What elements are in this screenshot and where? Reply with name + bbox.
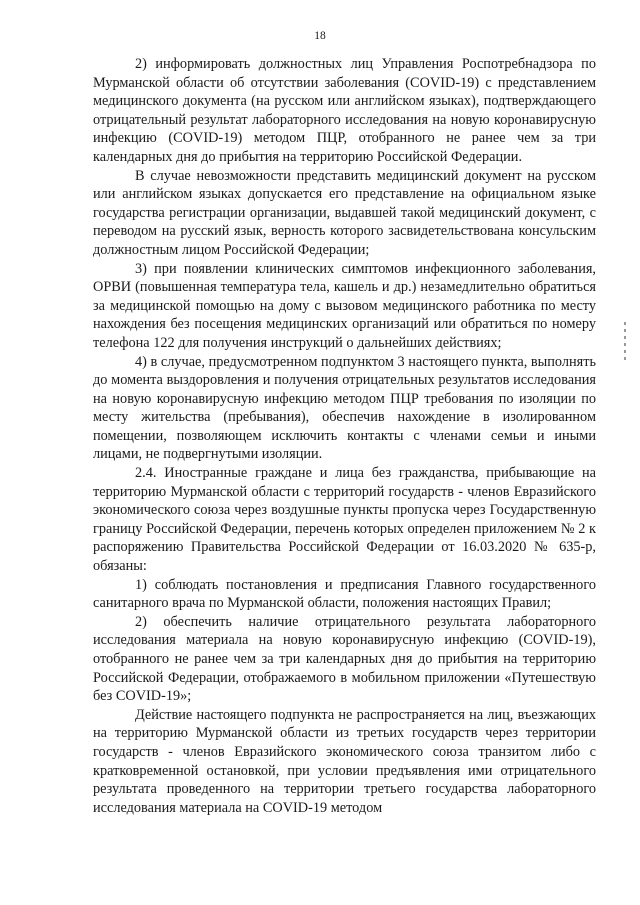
paragraph-negative-test-result: 2) обеспечить наличие отрицательного результата лабораторного исследования материала на новую коронавирусную инфекцию (COVID-19), отобранного не ранее чем за три календарных дня до прибытия на территорию Российской Федерации, отображаемого в мобильном приложении «Путешествую без COVID-19»; <box>93 613 596 705</box>
document-body <box>93 55 596 817</box>
paragraph-section-2-4: 2.4. Иностранные граждане и лица без гражданства, прибывающие на территорию Мурманской области с территорий государств - членов Евразийского экономического союза через воздушные пункты пропуска через Государственную границу Российской Федерации, перечень которых определен приложением № 2 к распоряжению Правительства Российской Федерации от 16.03.2020 № 635-р, обязаны: <box>93 465 596 575</box>
paragraph-symptoms-medical-help: 3) при появлении клинических симптомов инфекционного заболевания, ОРВИ (повышенная температура тела, кашель и др.) незамедлительно обратиться за медицинской помощью на дому с вызовом медицинского работника по месту нахождения без посещения медицинских организаций или обратиться по номеру телефона 122 для получения инструкций о дальнейших действиях; <box>93 260 596 351</box>
page-number: 18 <box>314 30 326 42</box>
paragraph-comply-with-orders: 1) соблюдать постановления и предписания Главного государственного санитарного врача по Мурманской области, положения настоящих Правил; <box>93 576 596 612</box>
paragraph-transit-exemption: Действие настоящего подпункта не распространяется на лиц, въезжающих на территорию Мурманской области из третьих государств через территории государств - членов Евразийского экономического союза транзитом либо с кратковременной остановкой, при условии предъявления ими отрицательного результата проведенного на территории третьего государства лабораторного исследования материала на COVID-19 методом <box>93 706 596 816</box>
paragraph-foreign-language-document: В случае невозможности представить медицинский документ на русском или английском языках допускается его представление на официальном языке государства регистрации организации, выдавшей такой медицинский документ, с переводом на русский язык, верность которого засвидетельствована консульским должностным лицом Российской Федерации; <box>93 167 596 258</box>
paragraph-informing-rospotrebnadzor: 2) информировать должностных лиц Управления Роспотребнадзора по Мурманской области об отсутствии заболевания (COVID-19) с представлением медицинского документа (на русском или английском языках), подтверждающего отрицательный результат лабораторного исследования на новую коронавирусную инфекцию (COVID-19) методом ПЦР, отобранного не ранее чем за три календарных дня до прибытия на территорию Российской Федерации. <box>93 56 596 165</box>
paragraph-isolation-requirements: 4) в случае, предусмотренном подпунктом 3 настоящего пункта, выполнять до момента выздоровления и получения отрицательных результатов исследования на новую коронавирусную инфекцию методом ПЦР требования по изоляции по месту жительства (пребывания), обеспечив нахождение в изолированном помещении, позволяющем исключить контакты с членами семьи и иными лицами, не подвергнутыми изоляции. <box>93 353 596 463</box>
margin-scan-mark <box>624 322 626 362</box>
